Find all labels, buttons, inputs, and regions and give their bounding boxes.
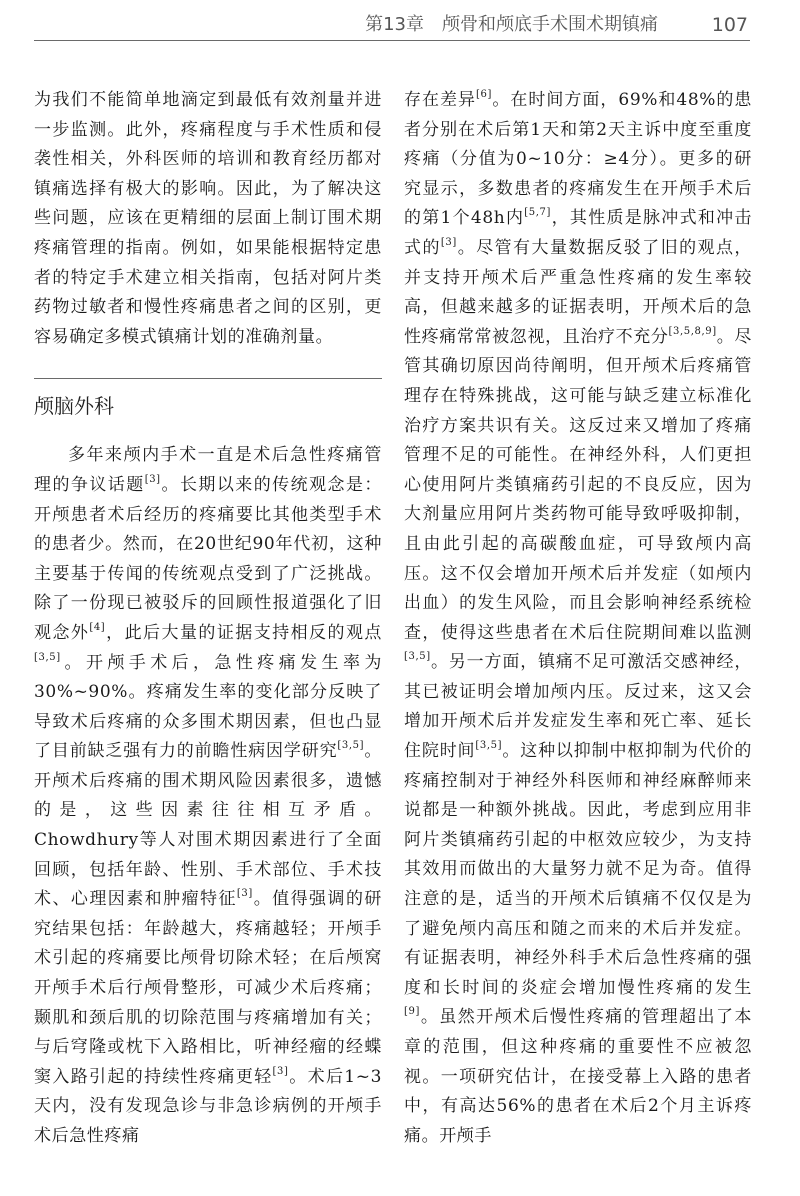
text-run: 。在时间方面，69%和48%的患者分别在术后第1天和第2天主诉中度至重度疼痛（分值为0~10分：≥4分）。更多的研究显示，多数患者的疼痛发生在开颅手术后的第1个48h内: [404, 90, 752, 229]
citation: [3]: [236, 888, 253, 900]
citation: [3]: [144, 473, 161, 485]
citation: [9]: [404, 1006, 420, 1018]
text-run: 。开颅手术后，急性疼痛发生率为30%~90%。疼痛发生率的变化部分反映了导致术后疼痛的众多围术期因素，但也凸显了目前缺乏强有力的前瞻性病因学研究: [34, 652, 382, 762]
citation: [3,5]: [34, 651, 61, 663]
citation: [3]: [272, 1065, 289, 1077]
text-run: 存在差异: [404, 90, 477, 110]
section-heading: 颅脑外科: [34, 394, 114, 419]
text-run: 多年来颅内手术一直是术后急性疼痛管理的争议话题: [34, 445, 382, 495]
running-header: [34, 10, 750, 41]
text-run: 。值得强调的研究结果包括：年龄越大，疼痛越轻；开颅手术引起的疼痛要比颅骨切除术轻；在后颅窝开颅手术后行颅骨整形，可减少术后疼痛；颞肌和颈后肌的切除范围与疼痛增加有关；与后穹隆或枕下入路相比，听神经瘤的经蝶窦入路引起的持续性疼痛更轻: [34, 889, 382, 1087]
paragraph-craniotomy-pain: [34, 441, 382, 1151]
citation: [4]: [89, 621, 106, 633]
citation: [3,5]: [404, 651, 431, 663]
text-run: 。长期以来的传统观念是：开颅患者术后经历的疼痛要比其他类型手术的患者少。然而，在20世纪90年代初，这种主要基于传闻的传统观点受到了广泛挑战。除了一份现已被驳斥的回顾性报道强化了旧观念外: [34, 474, 383, 643]
text-run: ，其性质是脉冲式和冲击式的: [404, 208, 752, 258]
paragraph-guidelines: 为我们不能简单地滴定到最低有效剂量并进一步监测。此外，疼痛程度与手术性质和侵袭性相关，外科医师的培训和教育经历都对镇痛选择有极大的影响。因此，为了解决这些问题，应该在更精细的层面上制订围术期疼痛管理的指南。例如，如果能根据特定患者的特定手术建立相关指南，包括对阿片类药物过敏者和慢性疼痛患者之间的区别，更容易确定多模式镇痛计划的准确剂量。: [34, 90, 382, 347]
text-run: 。尽管有大量数据反驳了旧的观点，并支持开颅术后严重急性疼痛的发生率较高，但越来越多的证据表明，开颅术后的急性疼痛常常被忽视，且治疗不充分: [404, 237, 753, 347]
text-run: ，此后大量的证据支持相反的观点: [105, 622, 382, 643]
citation: [5,7]: [524, 207, 551, 219]
page-number: 107: [711, 14, 748, 36]
text-run: 。这种以抑制中枢抑制为代价的疼痛控制对于神经外科医师和神经麻醉师来说都是一种额外挑战。因此，考虑到应用非阿片类镇痛药引起的中枢效应较少，为支持其效用而做出的大量努力就不足为奇。值得注意的是，适当的开颅术后镇痛不仅仅是为了避免颅内高压和随之而来的术后并发症。有证据表明，神经外科手术后急性疼痛的强度和长时间的炎症会增加慢性疼痛的发生: [404, 741, 752, 998]
text-run: 。术后1~3天内，没有发现急诊与非急诊病例的开颅手术后急性疼痛: [34, 1066, 382, 1146]
paragraph-continued: [404, 86, 752, 1151]
text-run: 。虽然开颅术后慢性疼痛的管理超出了本章的范围，但这种疼痛的重要性不应被忽视。一项研究估计，在接受幕上入路的患者中，有高达56%的患者在术后2个月主诉疼痛。开颅手: [404, 1007, 752, 1146]
text-run: 。尽管其确切原因尚待阐明，但开颅术后疼痛管理存在特殊挑战，这可能与缺乏建立标准化治疗方案共识有关。这反过来又增加了疼痛管理不足的可能性。在神经外科，人们更担心使用阿片类镇痛药引起的不良反应，因为大剂量应用阿片类药物可能导致呼吸抑制，且由此引起的高碳酸血症，可导致颅内高压。这不仅会增加开颅术后并发症（如颅内出血）的发生风险，而且会影响神经系统检查，使得这些患者在术后住院期间难以监测: [404, 326, 753, 643]
text-run: 。开颅术后疼痛的围术期风险因素很多，遗憾的是，这些因素往往相互矛盾。Chowdhury等人对围术期因素进行了全面回顾，包括年龄、性别、手术部位、手术技术、心理因素和肿瘤特征: [34, 741, 382, 910]
citation: [3]: [440, 236, 457, 248]
left-column: [34, 86, 382, 1152]
citation: [6]: [476, 89, 492, 100]
citation: [3,5,8,9]: [668, 325, 717, 337]
right-column: [404, 86, 752, 1151]
citation: [3,5]: [475, 740, 503, 752]
text-run: 。另一方面，镇痛不足可激活交感神经，其已被证明会增加颅内压。反过来，这又会增加开颅术后并发症发生率和死亡率、延长住院时间: [404, 652, 752, 762]
chapter-title: 第13章 颅骨和颅底手术围术期镇痛: [365, 14, 658, 35]
citation: [3,5]: [337, 740, 365, 752]
section-neurosurgery: [34, 378, 382, 1151]
